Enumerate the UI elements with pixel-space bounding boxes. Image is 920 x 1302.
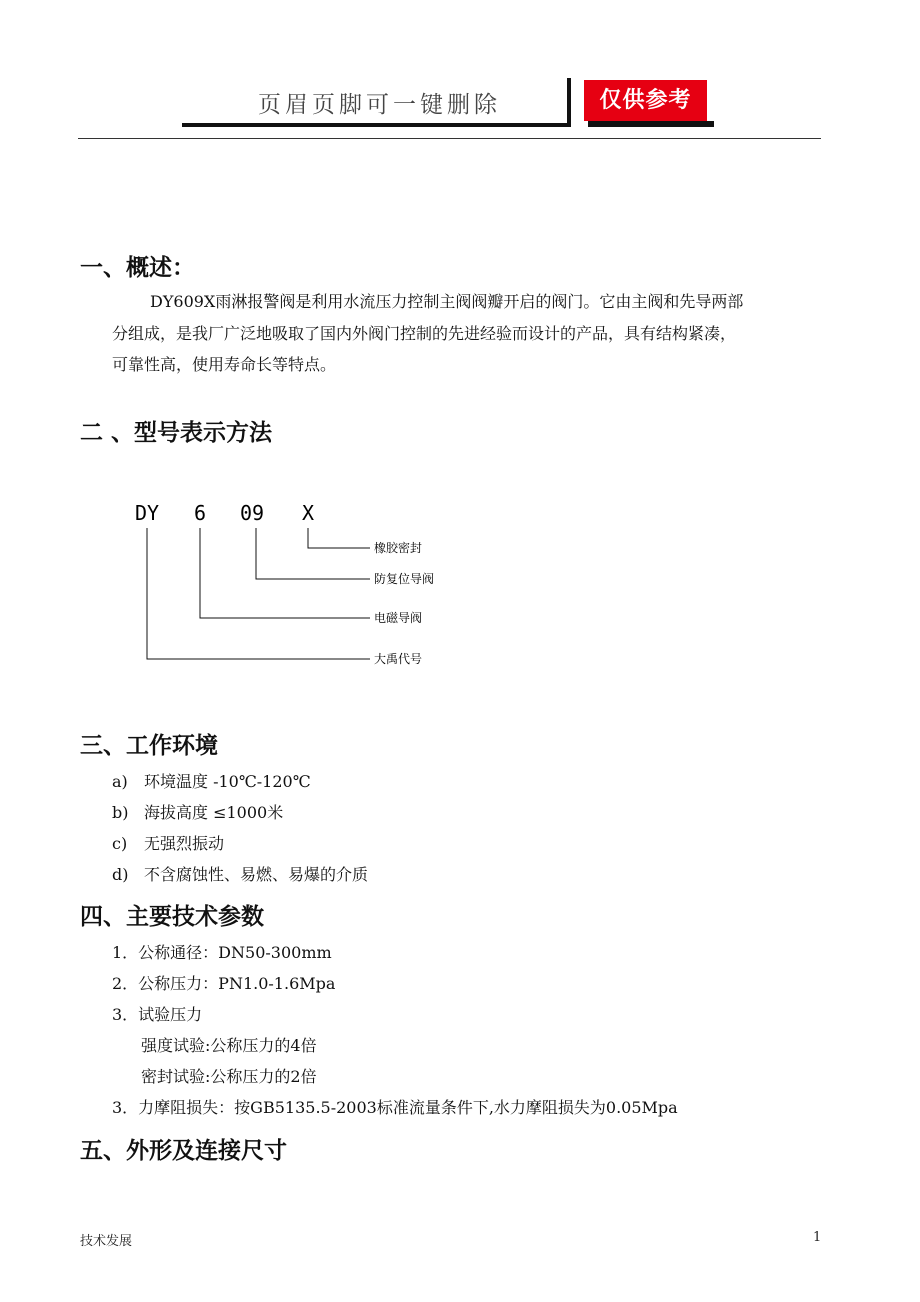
code-dy: DY	[135, 501, 160, 525]
leader-6	[200, 528, 370, 618]
footer-label: 技术发展	[80, 1234, 133, 1249]
param-item-4: 3．力摩阻损失：按GB5135.5-2003标准流量条件下,水力摩阻损失为0.05Mpa	[112, 1098, 678, 1117]
param-item-2: 2．公称压力：PN1.0-1.6Mpa	[112, 974, 336, 993]
env-item-c: 无强烈振动	[144, 834, 225, 853]
reference-only-badge: 仅供参考	[584, 80, 707, 121]
header-underline	[182, 123, 567, 127]
env-marker-b: b)	[112, 803, 129, 822]
page-number: 1	[813, 1230, 822, 1245]
param-item-1: 1．公称通径：DN50-300mm	[112, 943, 332, 962]
leader-x	[308, 528, 370, 548]
label-solenoid-pilot: 电磁导阀	[374, 611, 423, 625]
env-marker-a: a)	[112, 772, 128, 791]
heading-model: 二 、型号表示方法	[80, 420, 273, 446]
header-rule	[78, 138, 821, 139]
header-badge-shadow	[588, 121, 714, 127]
header-watermark-text: 页眉页脚可一键删除	[258, 92, 501, 118]
heading-environment: 三、工作环境	[80, 733, 218, 759]
param-item-3: 3．试验压力	[112, 1005, 203, 1024]
param-subitem-strength: 强度试验:公称压力的4倍	[141, 1036, 317, 1055]
header-divider	[567, 78, 571, 127]
label-dayu-code: 大禹代号	[374, 652, 423, 666]
heading-overview: 一、概述：	[80, 255, 195, 281]
env-item-a: 环境温度 -10℃-120℃	[144, 772, 311, 791]
heading-dimensions: 五、外形及连接尺寸	[80, 1138, 287, 1164]
param-subitem-seal: 密封试验:公称压力的2倍	[141, 1067, 317, 1086]
env-marker-d: d)	[112, 865, 129, 884]
heading-params: 四、主要技术参数	[80, 904, 264, 930]
label-anti-reset-pilot: 防复位导阀	[374, 572, 435, 586]
overview-line-2: 分组成，是我厂广泛地吸取了国内外阀门控制的先进经验而设计的产品，具有结构紧凑，	[112, 324, 737, 343]
leader-09	[256, 528, 370, 579]
overview-line-1: DY609X雨淋报警阀是利用水流压力控制主阀阀瓣开启的阀门。它由主阀和先导两部	[150, 292, 744, 311]
code-x: X	[302, 501, 315, 525]
code-6: 6	[194, 501, 207, 525]
env-item-b: 海拔高度 ≤1000米	[144, 803, 284, 822]
label-rubber-seal: 橡胶密封	[374, 541, 423, 555]
env-item-d: 不含腐蚀性、易燃、易爆的介质	[144, 865, 369, 884]
overview-line-3: 可靠性高，使用寿命长等特点。	[112, 355, 337, 374]
env-marker-c: c)	[112, 834, 128, 853]
model-code-diagram	[120, 490, 450, 680]
code-09: 09	[240, 501, 265, 525]
